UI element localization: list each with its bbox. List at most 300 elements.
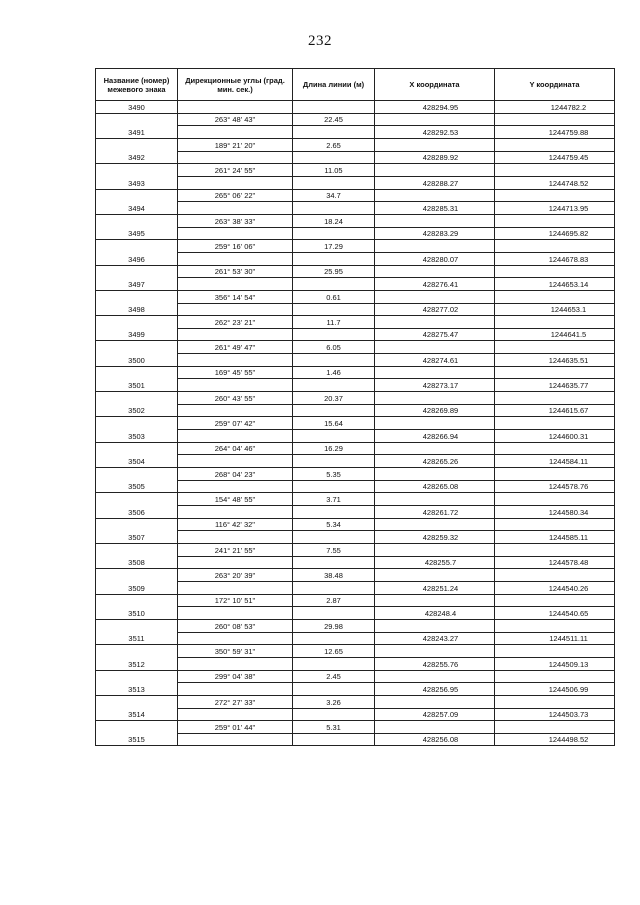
point-row	[96, 101, 615, 114]
line-row	[96, 518, 615, 531]
point-x: 428276.41	[375, 278, 495, 291]
point-x: 428248.4	[375, 607, 495, 620]
line-name-empty	[96, 341, 178, 354]
point-angle-empty	[178, 303, 293, 316]
line-x-empty	[375, 721, 495, 734]
line-x-empty	[375, 214, 495, 227]
line-length: 11.05	[293, 164, 375, 177]
point-x: 428255.7	[375, 556, 495, 569]
line-length: 17.29	[293, 240, 375, 253]
point-length-empty	[293, 379, 375, 392]
point-row	[96, 354, 615, 367]
line-name-empty	[96, 189, 178, 202]
point-name: 3514	[96, 708, 178, 721]
line-y-empty	[495, 240, 615, 253]
point-y: 1244653.1	[495, 303, 615, 316]
point-x: 428283.29	[375, 227, 495, 240]
point-y: 1244641.5	[495, 328, 615, 341]
line-length: 5.34	[293, 518, 375, 531]
point-angle-empty	[178, 581, 293, 594]
line-angle: 259° 01' 44"	[178, 721, 293, 734]
point-angle-empty	[178, 480, 293, 493]
point-name: 3493	[96, 176, 178, 189]
point-length-empty	[293, 328, 375, 341]
point-name: 3515	[96, 733, 178, 746]
line-name-empty	[96, 721, 178, 734]
point-length-empty	[293, 252, 375, 265]
point-name: 3510	[96, 607, 178, 620]
point-angle-empty	[178, 683, 293, 696]
point-x: 428289.92	[375, 151, 495, 164]
line-y-empty	[495, 721, 615, 734]
point-y: 1244748.52	[495, 176, 615, 189]
point-y: 1244584.11	[495, 455, 615, 468]
point-y: 1244540.26	[495, 581, 615, 594]
line-length: 20.37	[293, 392, 375, 405]
line-row	[96, 645, 615, 658]
line-x-empty	[375, 670, 495, 683]
line-row	[96, 164, 615, 177]
point-angle-empty	[178, 556, 293, 569]
line-angle: 169° 45' 55"	[178, 366, 293, 379]
point-row	[96, 506, 615, 519]
line-length: 22.45	[293, 113, 375, 126]
line-x-empty	[375, 189, 495, 202]
line-x-empty	[375, 113, 495, 126]
line-x-empty	[375, 240, 495, 253]
line-x-empty	[375, 417, 495, 430]
point-x: 428265.26	[375, 455, 495, 468]
point-x: 428277.02	[375, 303, 495, 316]
point-name: 3502	[96, 404, 178, 417]
point-y: 1244695.82	[495, 227, 615, 240]
point-x: 428292.53	[375, 126, 495, 139]
point-row	[96, 581, 615, 594]
header-length: Длина линии (м)	[293, 69, 375, 101]
point-angle-empty	[178, 531, 293, 544]
point-y: 1244580.34	[495, 506, 615, 519]
line-name-empty	[96, 392, 178, 405]
line-angle: 261° 49' 47"	[178, 341, 293, 354]
point-y: 1244782.2	[495, 101, 615, 114]
line-name-empty	[96, 670, 178, 683]
line-row	[96, 619, 615, 632]
point-x: 428266.94	[375, 430, 495, 443]
line-length: 3.26	[293, 695, 375, 708]
point-row	[96, 126, 615, 139]
line-y-empty	[495, 214, 615, 227]
point-y: 1244578.76	[495, 480, 615, 493]
point-length-empty	[293, 531, 375, 544]
point-row	[96, 151, 615, 164]
line-y-empty	[495, 316, 615, 329]
line-angle: 264° 04' 46"	[178, 442, 293, 455]
line-x-empty	[375, 645, 495, 658]
point-angle-empty	[178, 202, 293, 215]
point-y: 1244759.45	[495, 151, 615, 164]
point-x: 428265.08	[375, 480, 495, 493]
line-y-empty	[495, 265, 615, 278]
line-name-empty	[96, 569, 178, 582]
point-y: 1244509.13	[495, 657, 615, 670]
point-name: 3507	[96, 531, 178, 544]
line-name-empty	[96, 468, 178, 481]
point-name: 3494	[96, 202, 178, 215]
point-y: 1244759.88	[495, 126, 615, 139]
point-angle-empty	[178, 607, 293, 620]
line-y-empty	[495, 468, 615, 481]
line-angle: 189° 21' 20"	[178, 138, 293, 151]
line-x-empty	[375, 594, 495, 607]
point-name: 3503	[96, 430, 178, 443]
line-row	[96, 366, 615, 379]
point-length-empty	[293, 607, 375, 620]
point-name: 3505	[96, 480, 178, 493]
point-angle-empty	[178, 278, 293, 291]
line-y-empty	[495, 341, 615, 354]
point-length-empty	[293, 404, 375, 417]
point-x: 428256.08	[375, 733, 495, 746]
point-row	[96, 176, 615, 189]
line-row	[96, 695, 615, 708]
point-angle-empty	[178, 126, 293, 139]
point-angle-empty	[178, 632, 293, 645]
point-name: 3509	[96, 581, 178, 594]
point-name: 3492	[96, 151, 178, 164]
line-y-empty	[495, 645, 615, 658]
point-angle-empty	[178, 430, 293, 443]
point-name: 3506	[96, 506, 178, 519]
point-y: 1244678.83	[495, 252, 615, 265]
point-angle-empty	[178, 506, 293, 519]
line-y-empty	[495, 594, 615, 607]
line-x-empty	[375, 341, 495, 354]
line-y-empty	[495, 417, 615, 430]
line-name-empty	[96, 695, 178, 708]
point-length-empty	[293, 683, 375, 696]
line-y-empty	[495, 543, 615, 556]
line-name-empty	[96, 518, 178, 531]
line-x-empty	[375, 138, 495, 151]
line-length: 18.24	[293, 214, 375, 227]
point-x: 428285.31	[375, 202, 495, 215]
line-y-empty	[495, 366, 615, 379]
line-row	[96, 214, 615, 227]
point-row	[96, 455, 615, 468]
point-length-empty	[293, 354, 375, 367]
line-angle: 299° 04' 38"	[178, 670, 293, 683]
line-angle: 259° 16' 06"	[178, 240, 293, 253]
point-x: 428243.27	[375, 632, 495, 645]
line-row	[96, 341, 615, 354]
line-y-empty	[495, 164, 615, 177]
line-length: 12.65	[293, 645, 375, 658]
point-x: 428251.24	[375, 581, 495, 594]
line-row	[96, 138, 615, 151]
line-angle: 241° 21' 55"	[178, 543, 293, 556]
point-y: 1244511.11	[495, 632, 615, 645]
point-angle-empty	[178, 404, 293, 417]
line-angle: 261° 53' 30"	[178, 265, 293, 278]
point-row	[96, 708, 615, 721]
line-row	[96, 468, 615, 481]
point-x: 428288.27	[375, 176, 495, 189]
point-length-empty	[293, 227, 375, 240]
line-angle: 260° 43' 55"	[178, 392, 293, 405]
point-row	[96, 556, 615, 569]
point-length-empty	[293, 506, 375, 519]
line-x-empty	[375, 569, 495, 582]
line-y-empty	[495, 442, 615, 455]
header-name: Название (номер) межевого знака	[96, 69, 178, 101]
point-y: 1244498.52	[495, 733, 615, 746]
line-length: 25.95	[293, 265, 375, 278]
line-x-empty	[375, 619, 495, 632]
point-angle-empty	[178, 354, 293, 367]
point-x: 428257.09	[375, 708, 495, 721]
line-y-empty	[495, 518, 615, 531]
point-y: 1244578.48	[495, 556, 615, 569]
table-body	[96, 101, 615, 746]
line-x-empty	[375, 695, 495, 708]
line-row	[96, 442, 615, 455]
point-row	[96, 683, 615, 696]
line-length: 2.87	[293, 594, 375, 607]
line-x-empty	[375, 366, 495, 379]
point-name: 3499	[96, 328, 178, 341]
line-angle: 154° 48' 55"	[178, 493, 293, 506]
line-row	[96, 113, 615, 126]
point-x: 428274.61	[375, 354, 495, 367]
point-row	[96, 227, 615, 240]
point-name: 3504	[96, 455, 178, 468]
line-length: 1.46	[293, 366, 375, 379]
line-length: 7.55	[293, 543, 375, 556]
point-angle-empty	[178, 455, 293, 468]
line-x-empty	[375, 290, 495, 303]
point-name: 3490	[96, 101, 178, 114]
line-y-empty	[495, 290, 615, 303]
point-name: 3513	[96, 683, 178, 696]
line-name-empty	[96, 493, 178, 506]
point-length-empty	[293, 657, 375, 670]
line-y-empty	[495, 138, 615, 151]
line-x-empty	[375, 468, 495, 481]
line-length: 5.35	[293, 468, 375, 481]
point-length-empty	[293, 733, 375, 746]
point-length-empty	[293, 708, 375, 721]
line-angle: 261° 24' 55"	[178, 164, 293, 177]
point-angle-empty	[178, 328, 293, 341]
line-row	[96, 543, 615, 556]
line-angle: 263° 20' 39"	[178, 569, 293, 582]
line-length: 0.61	[293, 290, 375, 303]
point-length-empty	[293, 202, 375, 215]
line-name-empty	[96, 290, 178, 303]
line-length: 2.65	[293, 138, 375, 151]
line-row	[96, 569, 615, 582]
line-row	[96, 316, 615, 329]
line-length: 34.7	[293, 189, 375, 202]
point-length-empty	[293, 556, 375, 569]
point-angle-empty	[178, 379, 293, 392]
point-y: 1244713.95	[495, 202, 615, 215]
point-angle-empty	[178, 227, 293, 240]
line-y-empty	[495, 670, 615, 683]
line-length: 16.29	[293, 442, 375, 455]
point-row	[96, 278, 615, 291]
line-row	[96, 670, 615, 683]
line-x-empty	[375, 442, 495, 455]
point-row	[96, 303, 615, 316]
point-x: 428261.72	[375, 506, 495, 519]
point-y: 1244635.77	[495, 379, 615, 392]
point-angle-empty	[178, 733, 293, 746]
line-angle: 262° 23' 21"	[178, 316, 293, 329]
point-row	[96, 480, 615, 493]
line-length: 15.64	[293, 417, 375, 430]
point-x: 428259.32	[375, 531, 495, 544]
line-angle: 263° 38' 33"	[178, 214, 293, 227]
line-x-empty	[375, 543, 495, 556]
point-name: 3511	[96, 632, 178, 645]
line-length: 11.7	[293, 316, 375, 329]
line-x-empty	[375, 392, 495, 405]
line-name-empty	[96, 316, 178, 329]
point-row	[96, 202, 615, 215]
point-y: 1244503.73	[495, 708, 615, 721]
point-length-empty	[293, 126, 375, 139]
line-name-empty	[96, 417, 178, 430]
point-angle-empty	[178, 252, 293, 265]
line-angle: 259° 07' 42"	[178, 417, 293, 430]
point-row	[96, 379, 615, 392]
point-y: 1244615.67	[495, 404, 615, 417]
point-length-empty	[293, 581, 375, 594]
point-x: 428280.07	[375, 252, 495, 265]
point-angle-empty	[178, 708, 293, 721]
point-row	[96, 430, 615, 443]
line-x-empty	[375, 265, 495, 278]
header-y: Y координата	[495, 69, 615, 101]
line-row	[96, 721, 615, 734]
header-angle: Дирекционные углы (град. мин. сек.)	[178, 69, 293, 101]
point-x: 428273.17	[375, 379, 495, 392]
point-row	[96, 328, 615, 341]
line-y-empty	[495, 695, 615, 708]
point-name: 3512	[96, 657, 178, 670]
line-y-empty	[495, 392, 615, 405]
line-row	[96, 265, 615, 278]
point-name: 3491	[96, 126, 178, 139]
point-length-empty	[293, 176, 375, 189]
line-y-empty	[495, 493, 615, 506]
boundary-coordinates-table	[95, 68, 615, 746]
line-angle: 268° 04' 23"	[178, 468, 293, 481]
line-x-empty	[375, 518, 495, 531]
line-x-empty	[375, 316, 495, 329]
point-row	[96, 404, 615, 417]
point-row	[96, 531, 615, 544]
line-length: 3.71	[293, 493, 375, 506]
page-number: 232	[308, 33, 332, 49]
point-angle-empty	[178, 657, 293, 670]
line-angle: 350° 59' 31"	[178, 645, 293, 658]
point-name: 3500	[96, 354, 178, 367]
line-name-empty	[96, 645, 178, 658]
line-x-empty	[375, 164, 495, 177]
header-x: X координата	[375, 69, 495, 101]
point-length-empty	[293, 455, 375, 468]
point-angle-empty	[178, 176, 293, 189]
point-name: 3496	[96, 252, 178, 265]
point-x: 428294.95	[375, 101, 495, 114]
line-row	[96, 240, 615, 253]
line-angle: 272° 27' 33"	[178, 695, 293, 708]
line-row	[96, 392, 615, 405]
line-x-empty	[375, 493, 495, 506]
line-name-empty	[96, 442, 178, 455]
line-name-empty	[96, 366, 178, 379]
line-name-empty	[96, 594, 178, 607]
point-row	[96, 252, 615, 265]
line-name-empty	[96, 138, 178, 151]
point-length-empty	[293, 151, 375, 164]
point-y: 1244540.65	[495, 607, 615, 620]
line-y-empty	[495, 619, 615, 632]
point-length-empty	[293, 101, 375, 114]
point-length-empty	[293, 632, 375, 645]
line-angle: 172° 10' 51"	[178, 594, 293, 607]
line-length: 2.45	[293, 670, 375, 683]
point-row	[96, 657, 615, 670]
point-name: 3497	[96, 278, 178, 291]
point-y: 1244506.99	[495, 683, 615, 696]
point-y: 1244600.31	[495, 430, 615, 443]
line-y-empty	[495, 189, 615, 202]
line-angle: 356° 14' 54"	[178, 290, 293, 303]
point-y: 1244635.51	[495, 354, 615, 367]
line-length: 5.31	[293, 721, 375, 734]
line-angle: 263° 48' 43"	[178, 113, 293, 126]
point-x: 428256.95	[375, 683, 495, 696]
line-name-empty	[96, 214, 178, 227]
line-length: 29.98	[293, 619, 375, 632]
point-length-empty	[293, 480, 375, 493]
point-length-empty	[293, 278, 375, 291]
point-angle-empty	[178, 151, 293, 164]
point-angle-empty	[178, 101, 293, 114]
line-name-empty	[96, 543, 178, 556]
point-name: 3495	[96, 227, 178, 240]
line-length: 38.48	[293, 569, 375, 582]
point-y: 1244585.11	[495, 531, 615, 544]
point-row	[96, 733, 615, 746]
line-row	[96, 417, 615, 430]
line-angle: 260° 08' 53"	[178, 619, 293, 632]
line-angle: 116° 42' 32"	[178, 518, 293, 531]
line-row	[96, 493, 615, 506]
line-name-empty	[96, 619, 178, 632]
line-angle: 265° 06' 22"	[178, 189, 293, 202]
line-name-empty	[96, 240, 178, 253]
point-name: 3498	[96, 303, 178, 316]
line-y-empty	[495, 569, 615, 582]
table-header-row	[96, 69, 615, 101]
point-row	[96, 632, 615, 645]
point-length-empty	[293, 430, 375, 443]
point-length-empty	[293, 303, 375, 316]
